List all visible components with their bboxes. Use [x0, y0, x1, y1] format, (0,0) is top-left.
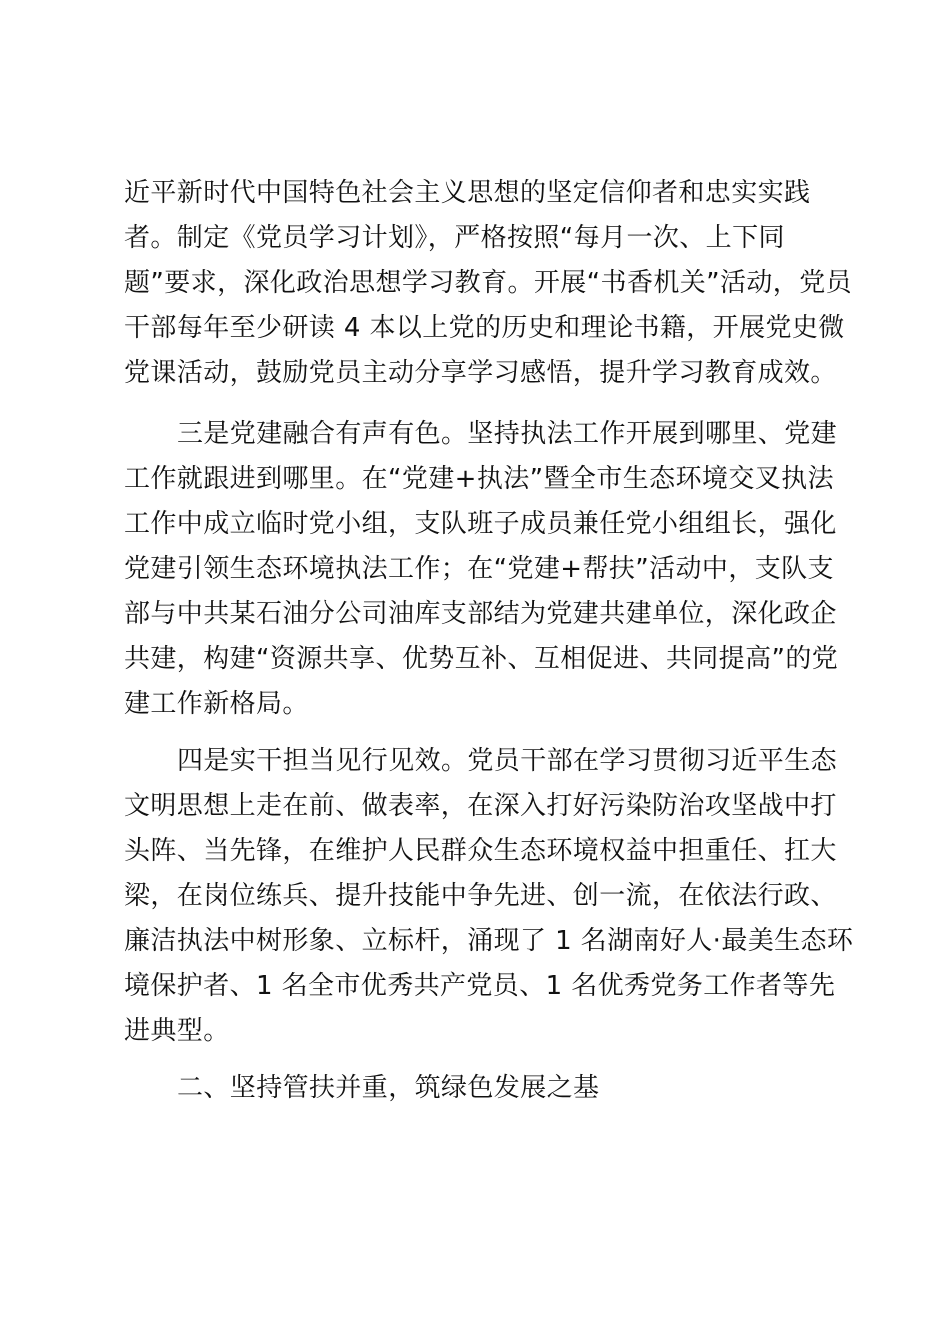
text-line: 建工作新格局。 [124, 689, 309, 719]
text-line: 近平新时代中国特色社会主义思想的坚定信仰者和忠实实践 [124, 178, 811, 208]
text-line: 者。制定《党员学习计划》，严格按照“每月一次、上下同 [124, 223, 785, 253]
section-heading: 二、坚持管扶并重，筑绿色发展之基 [177, 1073, 600, 1103]
text-line: 共建，构建“资源共享、优势互补、互相促进、共同提高”的党 [124, 644, 839, 674]
text-line: 境保护者、1 名全市优秀共产党员、1 名优秀党务工作者等先 [124, 971, 836, 1001]
text-line: 党课活动，鼓励党员主动分享学习感悟，提升学习教育成效。 [124, 358, 837, 388]
text-line: 部与中共某石油分公司油库支部结为党建共建单位，深化政企 [124, 599, 837, 629]
text-line: 工作中成立临时党小组，支队班子成员兼任党小组组长，强化 [124, 509, 837, 539]
text-line: 干部每年至少研读 4 本以上党的历史和理论书籍，开展党史微 [124, 313, 845, 343]
text-line: 梁，在岗位练兵、提升技能中争先进、创一流，在依法行政、 [124, 881, 837, 911]
text-line: 三是党建融合有声有色。坚持执法工作开展到哪里、党建 [177, 419, 838, 449]
text-line: 工作就跟进到哪里。在“党建+执法”暨全市生态环境交叉执法 [124, 464, 834, 494]
text-line: 进典型。 [124, 1016, 230, 1046]
text-line: 四是实干担当见行见效。党员干部在学习贯彻习近平生态 [177, 746, 838, 776]
text-line: 廉洁执法中树形象、立标杆，涌现了 1 名湖南好人·最美生态环 [124, 926, 854, 956]
text-line: 头阵、当先锋，在维护人民群众生态环境权益中担重任、扛大 [124, 836, 837, 866]
text-line: 文明思想上走在前、做表率，在深入打好污染防治攻坚战中打 [124, 791, 837, 821]
text-line: 党建引领生态环境执法工作；在“党建+帮扶”活动中，支队支 [124, 554, 834, 584]
text-line: 题”要求，深化政治思想学习教育。开展“书香机关”活动，党员 [124, 268, 853, 298]
